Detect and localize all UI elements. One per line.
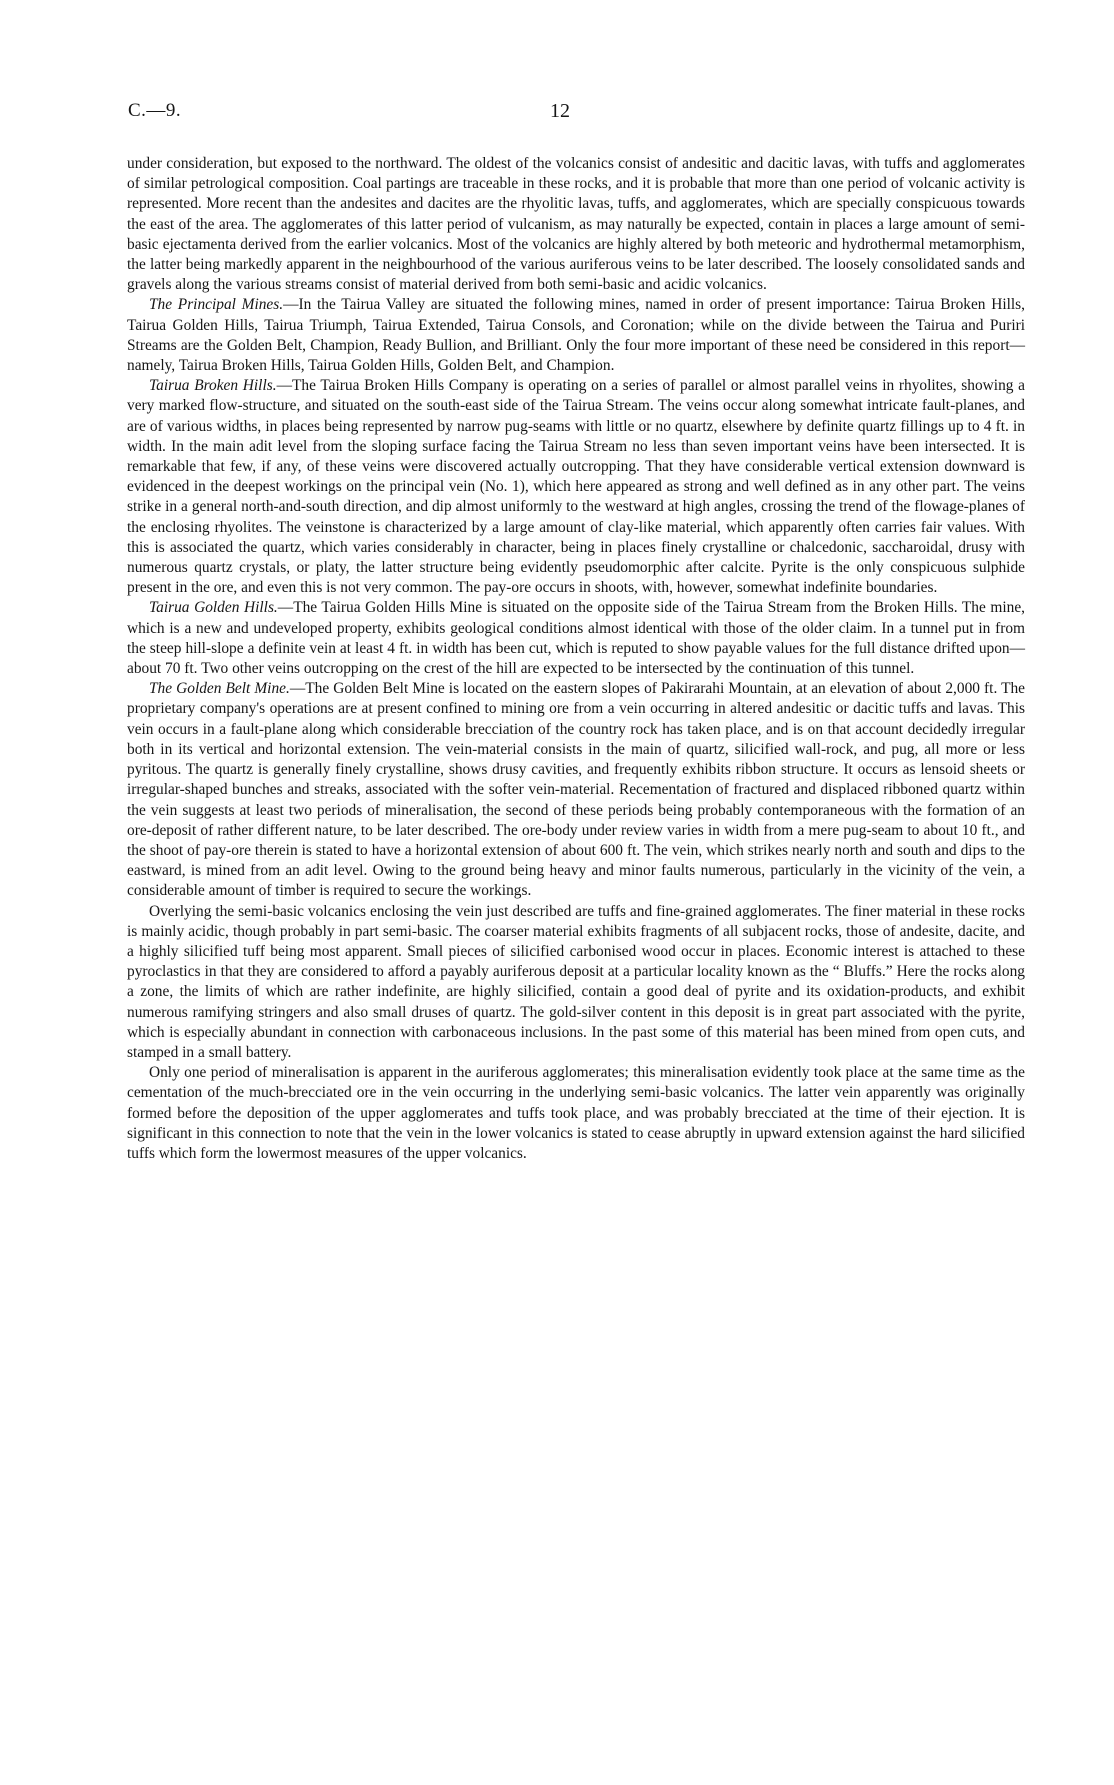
paragraph bbox=[127, 598, 1025, 679]
section-heading: The Golden Belt Mine. bbox=[149, 680, 290, 698]
page-header bbox=[128, 100, 1024, 130]
paragraph-text: —In the Tairua Valley are situated the following mines, named in order of present importance: Tairua Broken Hills, Tairua Golden Hills, Tairua Triumph, Tairua Extended, Tairua Consols, and Coronation; while on the divide between the Tairua and Puriri Streams are the Golden Belt, Champion, Ready Bullion, and Brilliant. Only the four more important of these need be considered in this report—namely, Tairua Broken Hills, Tairua Golden Hills, Golden Belt, and Champion. bbox=[127, 296, 1025, 375]
paragraph-text: under consideration, but exposed to the northward. The oldest of the volcanics consist of andesitic and dacitic lavas, with tuffs and agglomerates of similar petrological composition. Coal partings are traceable in these rocks, and it is probable that more than one period of volcanic activity is represented. More recent than the andesites and dacites are the rhyolitic lavas, tuffs, and agglomerates, which are specially conspicuous towards the east of the area. The agglomerates of this latter period of vulcanism, as may naturally be expected, contain in places a large amount of semi-basic ejectamenta derived from the earlier volcanics. Most of the volcanics are highly altered by both meteoric and hydrothermal metamorphism, the latter being markedly apparent in the neighbourhood of the various auriferous veins to be later described. The loosely consolidated sands and gravels along the various streams consist of material derived from both semi-basic and acidic volcanics. bbox=[127, 155, 1025, 294]
paragraph bbox=[127, 295, 1025, 376]
paragraph-text: Overlying the semi-basic volcanics enclosing the vein just described are tuffs and fine-grained agglomerates. The finer material in these rocks is mainly acidic, though probably in part semi-basic. The coarser material exhibits fragments of all subjacent rocks, those of andesite, dacite, and a highly silicified tuff being most apparent. Small pieces of silicified carbonised wood occur in places. Economic interest is attached to these pyroclastics in that they are considered to afford a payably auriferous deposit at a particular locality known as the “ Bluffs.” Here the rocks along a zone, the limits of which are rather indefinite, are highly silicified, contain a good deal of pyrite and its oxidation-products, and exhibit numerous ramifying stringers and also small druses of quartz. The gold-silver content in this deposit is in great part associated with the pyrite, which is especially abundant in connection with carbonaceous inclusions. In the past some of this material has been mined from open cuts, and stamped in a small battery. bbox=[127, 902, 1025, 1061]
section-heading: The Principal Mines. bbox=[149, 296, 284, 314]
paragraph-text: —The Tairua Golden Hills Mine is situated on the opposite side of the Tairua Stream from the Broken Hills. The mine, which is a new and undeveloped property, exhibits geological conditions almost identical with those of the older claim. In a tunnel put in from the steep hill-slope a definite vein at least 4 ft. in width has been cut, which is reputed to show payable values for the full distance drifted upon—about 70 ft. Two other veins outcropping on the crest of the hill are expected to be intersected by the continuation of this tunnel. bbox=[127, 599, 1026, 678]
page-number: 12 bbox=[550, 100, 570, 122]
paragraph bbox=[127, 1063, 1025, 1164]
paragraph bbox=[127, 679, 1025, 901]
paragraph-text: —The Golden Belt Mine is located on the eastern slopes of Pakirarahi Mountain, at an elevation of about 2,000 ft. The proprietary company's operations are at present confined to mining ore from a vein occurring in altered andesitic or dacitic tuffs and lavas. This vein occurs in a fault-plane along which considerable brecciation of the country rock has taken place, and is on that account decidedly irregular both in its vertical and horizontal extension. The vein-material consists in the main of quartz, silicified wall-rock, and pug, all more or less pyritous. The quartz is generally finely crystalline, shows drusy cavities, and frequently exhibits ribbon structure. It occurs as lensoid sheets or irregular-shaped bunches and streaks, associated with the softer vein-material. Recementation of fractured and displaced ribboned quartz within the vein suggests at least two periods of mineralisation, the second of these periods being probably contemporaneous with the formation of an ore-deposit of rather different nature, to be later described. The ore-body under review varies in width from a mere pug-seam to about 10 ft., and the shoot of pay-ore therein is stated to have a horizontal extension of about 600 ft. The vein, which strikes nearly north and south and dips to the eastward, is mined from an adit level. Owing to the ground being heavy and minor faults numerous, particularly in the vicinity of the vein, a considerable amount of timber is required to secure the workings. bbox=[127, 680, 1025, 900]
paragraph bbox=[127, 902, 1025, 1064]
paragraph-text: —The Tairua Broken Hills Company is operating on a series of parallel or almost parallel veins in rhyolites, showing a very marked flow-structure, and situated on the south-east side of the Tairua Stream. The veins occur along somewhat intricate fault-planes, and are of various widths, in places being represented by narrow pug-seams with little or no quartz, elsewhere by definite quartz fillings up to 4 ft. in width. In the main adit level from the sloping surface facing the Tairua Stream no less than seven important veins have been intersected. It is remarkable that few, if any, of these veins were discovered actually outcropping. That they have considerable vertical extension downward is evidenced in the deepest workings on the principal vein (No. 1), which here appeared as strong and well defined as in any other part. The veins strike in a general north-and-south direction, and dip almost uniformly to the westward at high angles, crossing the trend of the flowage-planes of the enclosing rhyolites. The veinstone is characterized by a large amount of clay-like material, which apparently often carries fair values. With this is associated the quartz, which varies considerably in character, being in places finely crystalline or chalcedonic, saccharoidal, drusy with numerous quartz crystals, or platy, the latter structure being evidently pseudomorphic after calcite. Pyrite is the only conspicuous sulphide present in the ore, and even this is not very common. The pay-ore occurs in shoots, with, however, somewhat indefinite boundaries. bbox=[127, 377, 1025, 597]
section-heading: Tairua Golden Hills. bbox=[149, 599, 278, 617]
paragraph bbox=[127, 154, 1025, 295]
paragraph-text: Only one period of mineralisation is apparent in the auriferous agglomerates; this mineralisation evidently took place at the same time as the cementation of the much-brecciated ore in the vein occurring in the underlying semi-basic volcanics. The latter vein apparently was originally formed before the deposition of the upper agglomerates and tuffs took place, and was probably brecciated at the time of their ejection. It is significant in this connection to note that the vein in the lower volcanics is stated to cease abruptly in upward extension against the hard silicified tuffs which form the lowermost measures of the upper volcanics. bbox=[127, 1064, 1025, 1162]
article-body bbox=[127, 154, 1025, 1164]
paragraph bbox=[127, 376, 1025, 598]
document-reference: C.—9. bbox=[128, 100, 182, 121]
section-heading: Tairua Broken Hills. bbox=[149, 377, 277, 395]
